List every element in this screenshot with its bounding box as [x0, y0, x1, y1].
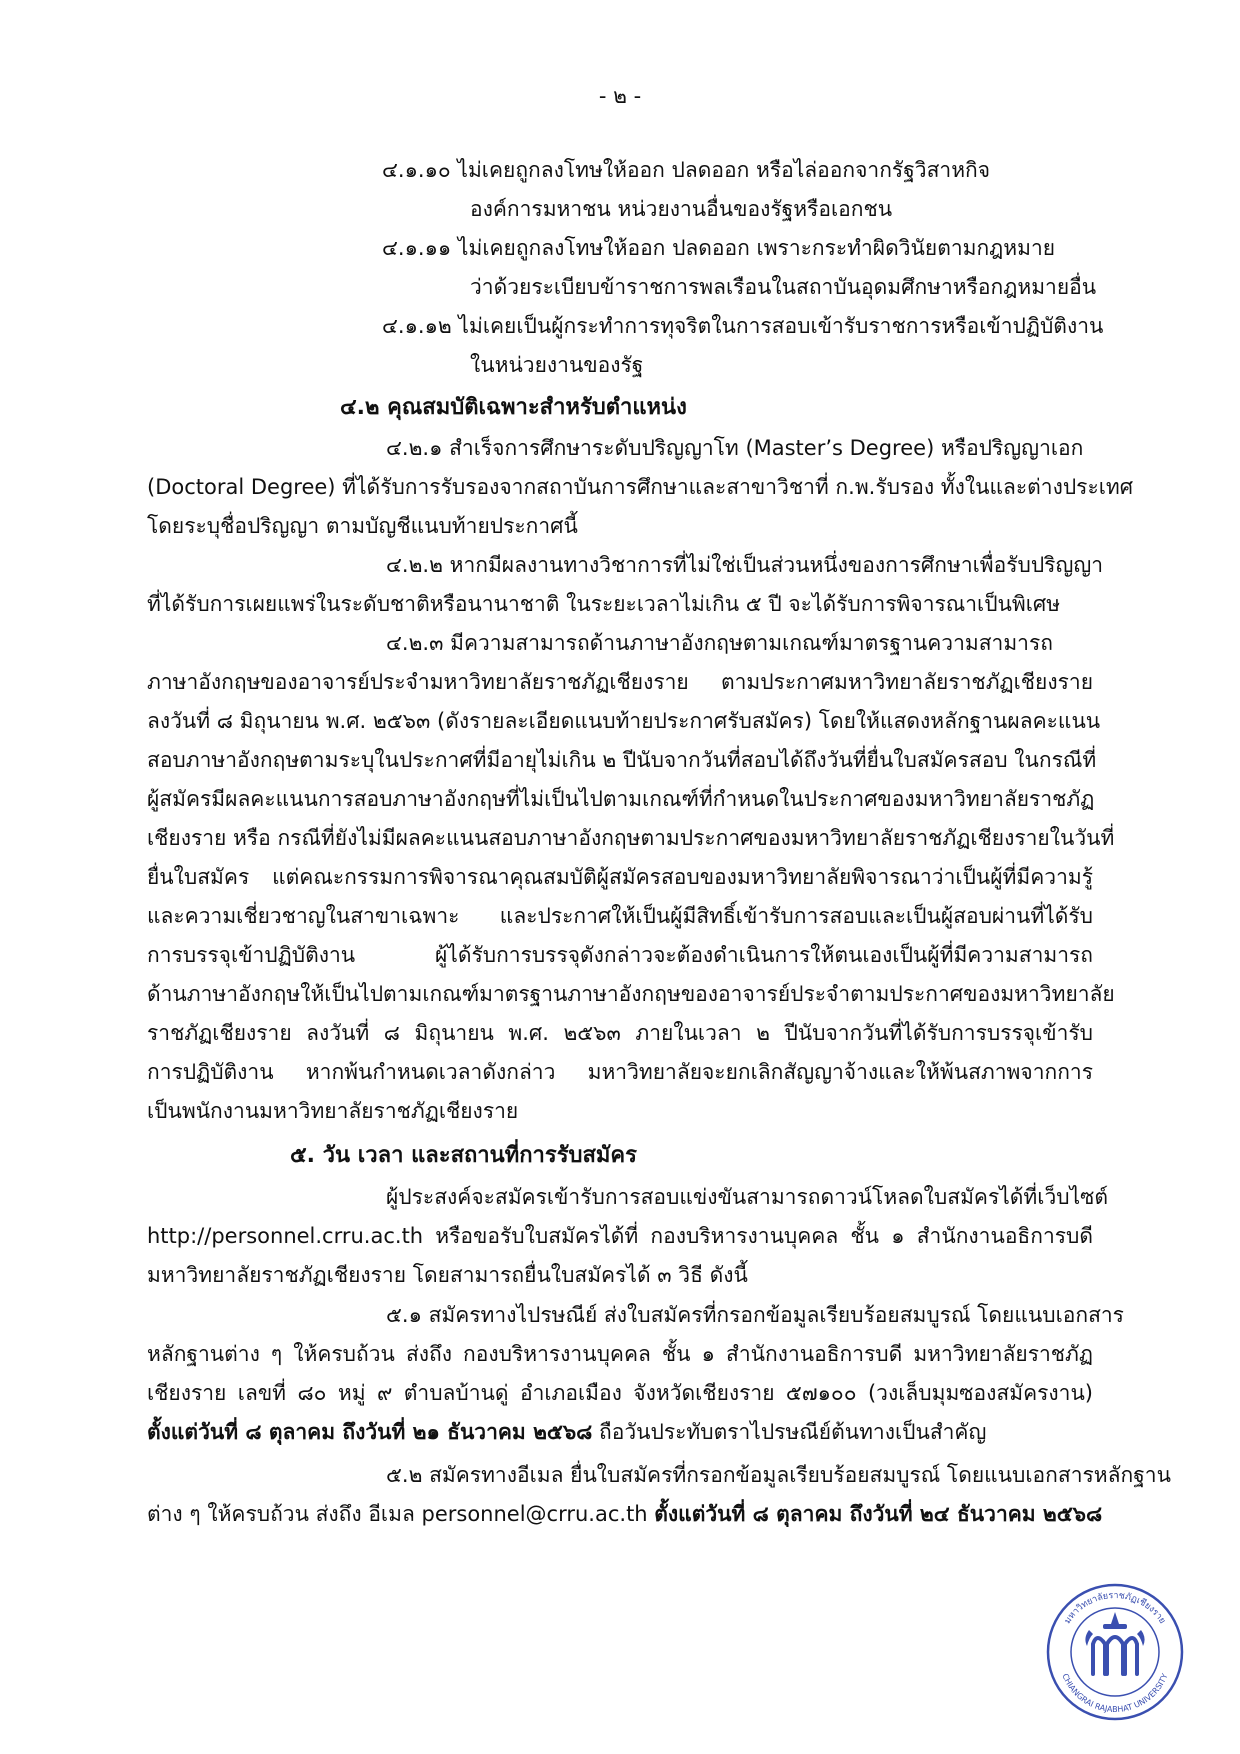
item-5-2-line1: ๕.๒ สมัครทางอีเมล ยื่นใบสมัครที่กรอกข้อมูลเรียบร้อยสมบูรณ์ โดยแนบเอกสารหลักฐาน [386, 1463, 1171, 1487]
item-4-2-3-line9: การบรรจุเข้าปฏิบัติงาน ผู้ได้รับการบรรจุดังกล่าวจะต้องดำเนินการให้ตนเองเป็นผู้ที่มีความสามารถ [147, 943, 1093, 967]
item-4-2-1-line1: ๔.๒.๑ สำเร็จการศึกษาระดับปริญญาโท (Master’s Degree) หรือปริญญาเอก [386, 436, 1084, 460]
item-4-2-3-line8: และความเชี่ยวชาญในสาขาเฉพาะ และประกาศให้เป็นผู้มีสิทธิ์เข้ารับการสอบและเป็นผู้สอบผ่านที่ได้รับ [147, 904, 1093, 928]
item-5-1-line3: เชียงราย เลขที่ ๘๐ หมู่ ๙ ตำบลบ้านดู่ อำเภอเมือง จังหวัดเชียงราย ๕๗๑๐๐ (วงเล็บมุมซองสมัครงาน) [147, 1381, 1093, 1405]
item-5-1-deadline: ตั้งแต่วันที่ ๘ ตุลาคม ถึงวันที่ ๒๑ ธันวาคม ๒๕๖๘ [147, 1420, 593, 1444]
section-4-2-heading: ๔.๒ คุณสมบัติเฉพาะสำหรับตำแหน่ง [340, 395, 687, 420]
item-4-2-3-line6: เชียงราย หรือ กรณีที่ยังไม่มีผลคะแนนสอบภาษาอังกฤษตามประกาศของมหาวิทยาลัยราชภัฏเชียงรายในวันที่ [147, 826, 1115, 850]
item-4-2-3-line5: ผู้สมัครมีผลคะแนนการสอบภาษาอังกฤษที่ไม่เป็นไปตามเกณฑ์ที่กำหนดในประกาศของมหาวิทยาลัยราชภัฏ [147, 787, 1095, 811]
seal-text-top: มหาวิทยาลัยราชภัฏเชียงราย [1062, 1590, 1168, 1626]
item-5-1-line4 [147, 1416, 986, 1448]
item-5-1-postmark-note: ถือวันประทับตราไปรษณีย์ต้นทางเป็นสำคัญ [592, 1420, 987, 1444]
section-5-intro-line2: http://personnel.crru.ac.th หรือขอรับใบสมัครได้ที่ กองบริหารงานบุคคล ชั้น ๑ สำนักงานอธิการบดี [147, 1224, 1093, 1248]
item-4-2-3-line4: สอบภาษาอังกฤษตามระบุในประกาศที่มีอายุไม่เกิน ๒ ปีนับจากวันที่สอบได้ถึงวันที่ยื่นใบสมัครสอบ ในกรณีที่ [147, 748, 1097, 772]
item-4-2-3-line13: เป็นพนักงานมหาวิทยาลัยราชภัฏเชียงราย [147, 1099, 519, 1123]
item-4-1-11-line1: ๔.๑.๑๑ ไม่เคยถูกลงโทษให้ออก ปลดออก เพราะกระทำผิดวินัยตามกฎหมาย [382, 236, 1056, 260]
item-4-2-1-line3: โดยระบุชื่อปริญญา ตามบัญชีแนบท้ายประกาศนี้ [147, 514, 578, 538]
item-4-1-12-line1: ๔.๑.๑๒ ไม่เคยเป็นผู้กระทำการทุจริตในการสอบเข้ารับราชการหรือเข้าปฏิบัติงาน [382, 314, 1104, 338]
item-4-2-3-line2: ภาษาอังกฤษของอาจารย์ประจำมหาวิทยาลัยราชภัฏเชียงราย ตามประกาศมหาวิทยาลัยราชภัฏเชียงราย [147, 670, 1093, 694]
item-5-1-line1: ๕.๑ สมัครทางไปรษณีย์ ส่งใบสมัครที่กรอกข้อมูลเรียบร้อยสมบูรณ์ โดยแนบเอกสาร [386, 1303, 1124, 1327]
item-4-1-10-line1: ๔.๑.๑๐ ไม่เคยถูกลงโทษให้ออก ปลดออก หรือไล่ออกจากรัฐวิสาหกิจ [382, 158, 991, 182]
page-number: - ๒ - [598, 84, 642, 108]
item-4-1-12-line2: ในหน่วยงานของรัฐ [470, 353, 644, 377]
section-5-intro-line3: มหาวิทยาลัยราชภัฏเชียงราย โดยสามารถยื่นใบสมัครได้ ๓ วิธี ดังนี้ [147, 1263, 748, 1287]
item-4-2-3-line10: ด้านภาษาอังกฤษให้เป็นไปตามเกณฑ์มาตรฐานภาษาอังกฤษของอาจารย์ประจำตามประกาศของมหาวิทยาลัย [147, 982, 1115, 1006]
item-4-2-3-line11: ราชภัฏเชียงราย ลงวันที่ ๘ มิถุนายน พ.ศ. ๒๕๖๓ ภายในเวลา ๒ ปีนับจากวันที่ได้รับการบรรจุเข้ารับ [147, 1021, 1093, 1045]
section-5-intro-line1: ผู้ประสงค์จะสมัครเข้ารับการสอบแข่งขันสามารถดาวน์โหลดใบสมัครได้ที่เว็บไซต์ [386, 1185, 1109, 1209]
seal-text-bottom: CHIANGRAI RAJABHAT UNIVERSITY [1060, 1672, 1170, 1715]
item-5-1-line2: หลักฐานต่าง ๆ ให้ครบถ้วน ส่งถึง กองบริหารงานบุคคล ชั้น ๑ สำนักงานอธิการบดี มหาวิทยาลัยราชภัฏ [147, 1342, 1093, 1366]
item-4-2-2-line1: ๔.๒.๒ หากมีผลงานทางวิชาการที่ไม่ใช่เป็นส่วนหนึ่งของการศึกษาเพื่อรับปริญญา [386, 553, 1104, 577]
item-4-1-11-line2: ว่าด้วยระเบียบข้าราชการพลเรือนในสถาบันอุดมศึกษาหรือกฎหมายอื่น [470, 275, 1097, 299]
item-4-2-1-line2: (Doctoral Degree) ที่ได้รับการรับรองจากสถาบันการศึกษาและสาขาวิชาที่ ก.พ.รับรอง ทั้งในและต่างประเทศ [147, 475, 1134, 499]
university-seal-icon [1045, 1582, 1185, 1722]
item-5-2-deadline: ตั้งแต่วันที่ ๘ ตุลาคม ถึงวันที่ ๒๔ ธันวาคม ๒๕๖๘ [654, 1502, 1103, 1526]
item-4-1-10-line2: องค์การมหาชน หน่วยงานอื่นของรัฐหรือเอกชน [470, 197, 893, 221]
item-4-2-3-line3: ลงวันที่ ๘ มิถุนายน พ.ศ. ๒๕๖๓ (ดังรายละเอียดแนบท้ายประกาศรับสมัคร) โดยให้แสดงหลักฐานผลคะแนน [147, 709, 1101, 733]
section-5-heading: ๕. วัน เวลา และสถานที่การรับสมัคร [290, 1143, 637, 1168]
item-4-2-2-line2: ที่ได้รับการเผยแพร่ในระดับชาติหรือนานาชาติ ในระยะเวลาไม่เกิน ๕ ปี จะได้รับการพิจารณาเป็นพิเศษ [147, 592, 1061, 616]
item-4-2-3-line12: การปฏิบัติงาน หากพ้นกำหนดเวลาดังกล่าว มหาวิทยาลัยจะยกเลิกสัญญาจ้างและให้พ้นสภาพจากการ [147, 1060, 1093, 1084]
item-4-2-3-line1: ๔.๒.๓ มีความสามารถด้านภาษาอังกฤษตามเกณฑ์มาตรฐานความสามารถ [386, 631, 1053, 655]
item-5-2-line2 [147, 1498, 1102, 1530]
item-4-2-3-line7: ยื่นใบสมัคร แต่คณะกรรมการพิจารณาคุณสมบัติผู้สมัครสอบของมหาวิทยาลัยพิจารณาว่าเป็นผู้ที่มีความรู้ [147, 865, 1093, 889]
item-5-2-email-text: ต่าง ๆ ให้ครบถ้วน ส่งถึง อีเมล personnel@crru.ac.th [147, 1502, 655, 1526]
